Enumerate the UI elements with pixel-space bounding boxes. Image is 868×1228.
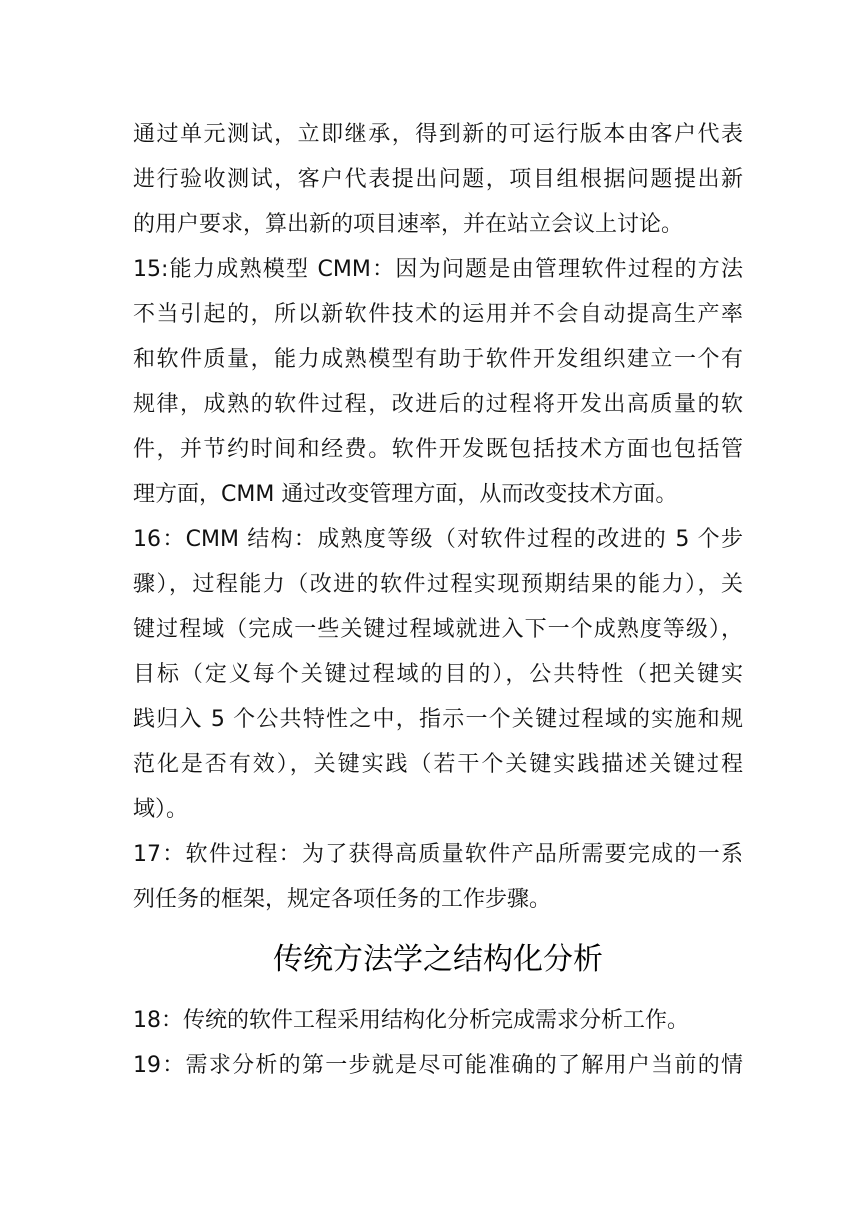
- text-line: 件，并节约时间和经费。软件开发既包括技术方面也包括管: [133, 437, 743, 462]
- text-line: 列任务的框架，规定各项任务的工作步骤。: [133, 887, 552, 912]
- text-line: 通过单元测试，立即继承，得到新的可运行版本由客户代表: [133, 122, 743, 147]
- text-line: 骤），过程能力（改进的软件过程实现预期结果的能力），关: [133, 572, 743, 597]
- text-line: 规律，成熟的软件过程，改进后的过程将开发出高质量的软: [133, 392, 743, 417]
- text-line: 16：CMM 结构：成熟度等级（对软件过程的改进的 5 个步: [133, 527, 743, 552]
- text-line: 目标（定义每个关键过程域的目的），公共特性（把关键实: [133, 662, 743, 687]
- text-line: 不当引起的，所以新软件技术的运用并不会自动提高生产率: [133, 302, 743, 327]
- text-line: 域）。: [133, 797, 189, 822]
- text-line: 和软件质量，能力成熟模型有助于软件开发组织建立一个有: [133, 347, 743, 372]
- text-line: 理方面，CMM 通过改变管理方面，从而改变技术方面。: [133, 482, 678, 507]
- text-line: 17：软件过程：为了获得高质量软件产品所需要完成的一系: [133, 842, 743, 867]
- text-line: 15:能力成熟模型 CMM：因为问题是由管理软件过程的方法: [133, 257, 743, 282]
- text-line: 范化是否有效），关键实践（若干个关键实践描述关键过程: [133, 752, 743, 777]
- text-line: 践归入 5 个公共特性之中，指示一个关键过程域的实施和规: [133, 707, 743, 732]
- section-heading: 传统方法学之结构化分析: [273, 942, 603, 977]
- text-line: 键过程域（完成一些关键过程域就进入下一个成熟度等级），: [133, 617, 743, 642]
- text-line: 的用户要求，算出新的项目速率，并在站立会议上讨论。: [133, 212, 684, 237]
- text-line: 进行验收测试，客户代表提出问题，项目组根据问题提出新: [133, 167, 743, 192]
- text-line: 18：传统的软件工程采用结构化分析完成需求分析工作。: [133, 1008, 689, 1033]
- document-body: [133, 112, 743, 1088]
- text-line: 19：需求分析的第一步就是尽可能准确的了解用户当前的情: [133, 1053, 743, 1078]
